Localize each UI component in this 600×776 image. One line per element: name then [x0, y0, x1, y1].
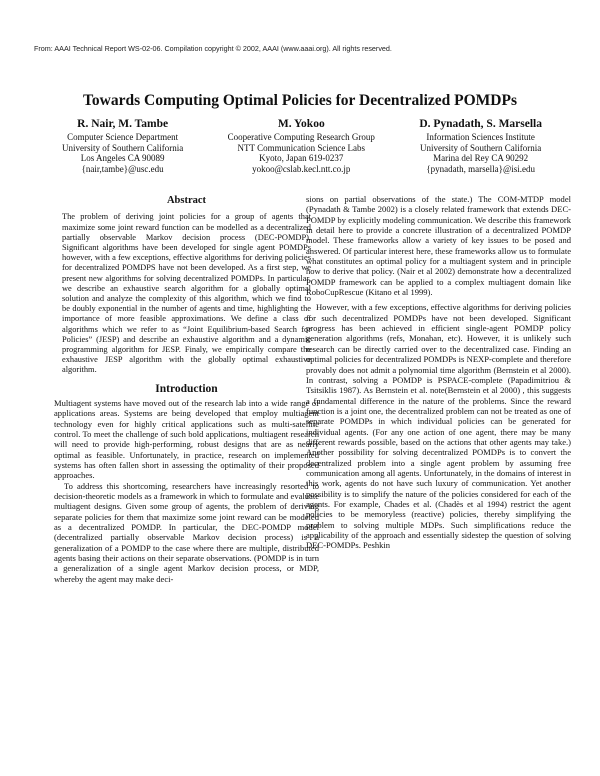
- author-group-isi: [419, 118, 542, 174]
- right-column: [306, 194, 571, 551]
- left-column: [54, 196, 319, 584]
- address-line: Los Angeles CA 90089: [80, 153, 165, 164]
- author-names: M. Yokoo: [277, 118, 325, 130]
- paper-title: Towards Computing Optimal Policies for Decentralized POMDPs: [83, 92, 517, 109]
- affiliation-line: University of Southern California: [420, 142, 542, 153]
- body-paragraph: To address this shortcoming, researchers have increasingly resorted to decision-theoretic models as a framework in which to formulate and evaluate multiagent designs. Given some group of agents, the problem of deriving separate policies for them that maximize some joint reward can be modeled as a decentralized POMDP. In particular, the DEC-POMDP model (decentralized partially observable Markov decision process) is a generalization of a POMDP to the case where there are multiple, distributed agents basing their actions on their separate observations. (POMDP is in turn a generalization of a single agent Markov decision process, or MDP, whereby the agent may make deci-: [54, 480, 319, 584]
- affiliation-line: Information Sciences Institute: [426, 132, 535, 142]
- email-line: yokoo@cslab.kecl.ntt.co.jp: [252, 163, 351, 174]
- author-names: D. Pynadath, S. Marsella: [419, 118, 542, 130]
- abstract-heading: Abstract: [166, 195, 207, 206]
- author-block: [62, 118, 542, 174]
- affiliation-line: Computer Science Department: [67, 132, 179, 142]
- affiliation-line: Cooperative Computing Research Group: [227, 132, 375, 142]
- email-line: {pynadath, marsella}@isi.edu: [426, 163, 535, 174]
- source-line: From: AAAI Technical Report WS-02-06. Compilation copyright © 2002, AAAI (www.aaai.org). All rights reserved.: [34, 44, 392, 53]
- address-line: Marina del Rey CA 90292: [433, 153, 529, 164]
- author-names: R. Nair, M. Tambe: [77, 118, 169, 130]
- author-group-ntt: [228, 118, 375, 174]
- abstract-text: The problem of deriving joint policies for a group of agents that maximize some joint reward function can be modelled as a decentralized partially observable Markov decision process (DEC-POMDP). Significant algorithms have been developed for single agent POMDPs however, with a few exceptions, effective algorithms for deriving policies for decentralized POMDPS have not been developed. As a first step, we present new algorithms for solving decentralized POMDPs. In particular, we describe an exhaustive search algorithm for a globally optimal solution and analyze the complexity of this algorithm, which we find to be doubly exponential in the number of agents and time, highlighting the importance of more feasible approximations. We define a class of algorithms which we refer to as “Joint Equilibrium-based Search for Policies” (JESP) and describe an exhaustive algorithm and a dynamic programming algorithm for JESP. Finaly, we empirically compare the exhaustive JESP algorithm with the globally optimal exhaustive algorithm.: [62, 212, 311, 375]
- affiliation-line: University of Southern California: [62, 142, 184, 153]
- body-paragraph: However, with a few exceptions, effective algorithms for deriving policies for such decentralized POMDPs have not been developed. Significant progress has been achieved in efficient single-agent POMDP policy generation algorithms (refs, Monahan, etc). However, it is unlikely such research can be directly carried over to the decentralized case. Finding an optimal policies for decentralized POMDPs is NEXP-complete and therefore provably does not admit a polynomial time algorithm (Bernstein et al 2000). In contrast, solving a POMDP is PSPACE-complete (Papadimitriou & Tsitsiklis 1987). As Bernstein et al. note(Bernstein et al 2000) , this suggests a fundamental difference in the nature of the problems. Since the reward function is a joint one, the decentralized problem can not be treated as one of separate POMDPs in which individual policies can be generated for individual agents. (For any one action of one agent, there may be many different rewards possible, based on the actions that other agents may take.) Another possibility for solving decentralized POMDPs is to convert the decentralized problem into a single agent problem by assuming free communication among all agents. Unfortunately, in the domains of interest in this work, agents do not have such luxury of communication. Yet another possibility is to simplify the nature of the policies considered for each of the agents. For example, Chades et al. (Chadès et al 1994) restrict the agent policies to be memoryless (reactive) policies, thereby simplifying the problem to solving multiple MDPs. Such simplifications reduce the applicability of the approach and essentially sidestep the question of solving DEC-POMDPs. Peshkin: [306, 302, 571, 551]
- email-line: {nair,tambe}@usc.edu: [81, 163, 164, 174]
- body-paragraph: Multiagent systems have moved out of the research lab into a wide range of applications areas. Systems are being developed that employ multiagent technology even for highly critical applications such as multi-satellite control. To meet the challenge of such bold applications, multiagent research will need to provide high-performing, robust designs that are as nearly optimal as feasible. Unfortunately, in practice, research on implemented systems has often fallen short in assessing the optimality of their proposed approaches.: [54, 397, 319, 481]
- address-line: Kyoto, Japan 619-0237: [259, 153, 344, 164]
- author-group-usc-cs: [62, 118, 183, 174]
- affiliation-line: NTT Communication Science Labs: [237, 142, 366, 153]
- body-paragraph: sions on partial observations of the state.) The COM-MTDP model (Pynadath & Tambe 2002) is a closely related framework that extends DEC-POMDP by explicitly modeling communication. We describe this framework in detail here to provide a concrete illustration of a decentralized POMDP model. These frameworks allow a variety of key issues to be posed and answered. Of particular interest here, these frameworks allow us to formulate what constitutes an optimal policy for a multiagent system and in principle how to derive that policy. (Nair et al 2002) demonstrate how a decentralized POMDP framework can be applied to a complex multiagent domain like RoboCupRescue (Kitano et al 1999).: [306, 194, 571, 298]
- introduction-heading: Introduction: [155, 382, 218, 395]
